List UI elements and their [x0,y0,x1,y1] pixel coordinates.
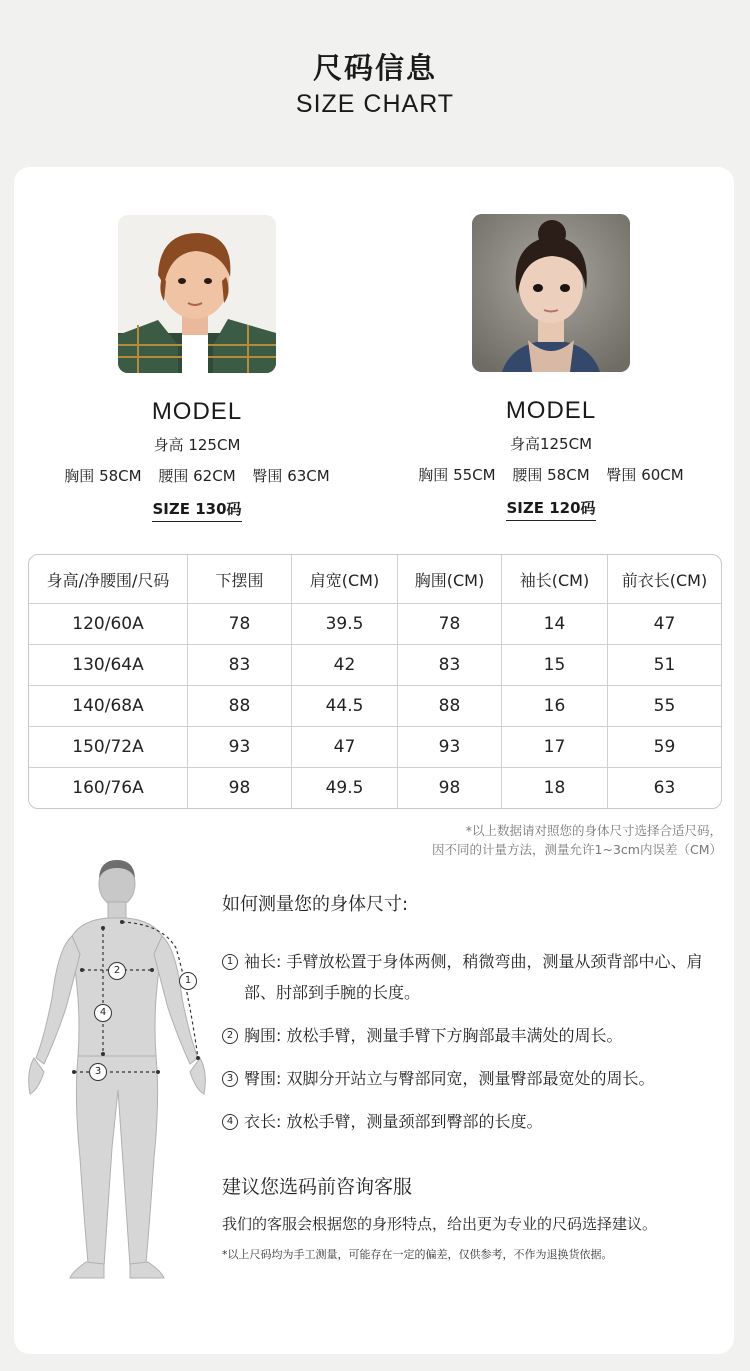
guide-text: 胸围: 放松手臂，测量手臂下方胸部最丰满处的周长。 [244,1026,623,1045]
table-cell: 78 [398,604,502,645]
model-hip: 臀围 63CM [252,467,330,485]
model-chest: 胸围 58CM [64,467,142,485]
table-cell: 88 [188,686,292,727]
note-line-1: *以上数据请对照您的身体尺寸选择合适尺码， [465,823,722,838]
table-cell: 16 [502,686,608,727]
header-chest: 胸围(CM) [398,555,502,604]
guide-text: 袖长: 手臂放松置于身体两侧，稍微弯曲，测量从颈背部中心、肩部、肘部到手腕的长度。 [244,952,703,1002]
advice-title: 建议您选码前咨询客服 [222,1176,413,1198]
table-cell: 88 [398,686,502,727]
table-cell: 93 [398,727,502,768]
header-shoulder: 肩宽(CM) [292,555,398,604]
table-cell: 93 [188,727,292,768]
figure-label-3: 3 [89,1063,107,1081]
table-cell: 160/76A [29,768,188,808]
guide-number-2: 2 [222,1028,238,1044]
header-sleeve: 袖长(CM) [502,555,608,604]
note-line-2: 因不同的计量方法，测量允许1~3cm内误差（CM） [432,842,722,857]
guide-number-4: 4 [222,1114,238,1130]
table-cell: 98 [188,768,292,808]
advice-note: *以上尺码均为手工测量，可能存在一定的偏差，仅供参考，不作为退换货依据。 [222,1248,613,1261]
model-title: MODEL [505,397,597,424]
table-cell: 39.5 [292,604,398,645]
header-hem: 下摆围 [188,555,292,604]
model-photo-boy [118,215,276,373]
guide-number-3: 3 [222,1071,238,1087]
table-cell: 49.5 [292,768,398,808]
table-cell: 98 [398,768,502,808]
model-measurements [27,465,367,486]
guide-item-hip [222,1063,722,1094]
table-cell: 63 [653,778,676,798]
figure-label-1: 1 [179,972,197,990]
size-table [28,554,722,809]
table-cell: 47 [608,604,721,645]
table-row [29,645,721,686]
table-cell: 150/72A [29,727,188,768]
table-cell: 120/60A [29,604,188,645]
header-length: 前衣长(CM) [608,555,721,604]
model-chest: 胸围 55CM [418,466,496,484]
guide-item-length [222,1106,722,1137]
table-cell: 130/64A [29,645,188,686]
body-measurement-figure [22,858,217,1283]
table-row [29,686,721,727]
table-row [29,604,721,645]
guide-item-sleeve [222,946,722,1008]
advice-text: 我们的客服会根据您的身形特点，给出更为专业的尺码选择建议。 [222,1215,658,1233]
guide-number-1: 1 [222,954,238,970]
table-cell: 83 [188,645,292,686]
table-cell: 55 [608,686,721,727]
table-cell: 47 [292,727,398,768]
table-cell: 17 [502,727,608,768]
model-height: 身高 125CM [153,436,241,454]
guide-text: 衣长: 放松手臂，测量颈部到臀部的长度。 [244,1112,543,1131]
table-row [29,768,721,808]
guide-item-chest [222,1020,722,1051]
table-cell: 44.5 [292,686,398,727]
model-waist: 腰围 62CM [158,467,236,485]
table-row [29,727,721,768]
table-header-row [29,555,721,604]
table-cell: 51 [608,645,721,686]
model-size: SIZE 120码 [506,497,595,521]
guide-title: 如何测量您的身体尺寸: [222,894,409,915]
model-info-boy [27,398,367,522]
table-cell: 18 [502,768,608,808]
table-cell: 78 [188,604,292,645]
model-measurements [381,464,721,485]
guide-text: 臀围: 双脚分开站立与臀部同宽，测量臀部最宽处的周长。 [244,1069,655,1088]
table-cell: 15 [502,645,608,686]
model-waist: 腰围 58CM [512,466,590,484]
table-cell: 140/68A [29,686,188,727]
figure-label-2: 2 [108,962,126,980]
table-cell: 14 [502,604,608,645]
model-info-girl [381,397,721,521]
service-advice [222,1172,722,1262]
page-subtitle: SIZE CHART [295,90,455,118]
page-title: 尺码信息 [312,51,437,85]
table-cell: 59 [608,727,721,768]
model-hip: 臀围 60CM [606,466,684,484]
table-cell: 83 [398,645,502,686]
measure-guide [222,890,722,1149]
model-title: MODEL [151,398,243,425]
table-cell: 42 [292,645,398,686]
model-height: 身高125CM [509,435,593,453]
header-size: 身高/净腰围/尺码 [29,555,188,604]
model-photo-girl [472,214,630,372]
figure-label-4: 4 [94,1004,112,1022]
model-size: SIZE 130码 [152,498,241,522]
